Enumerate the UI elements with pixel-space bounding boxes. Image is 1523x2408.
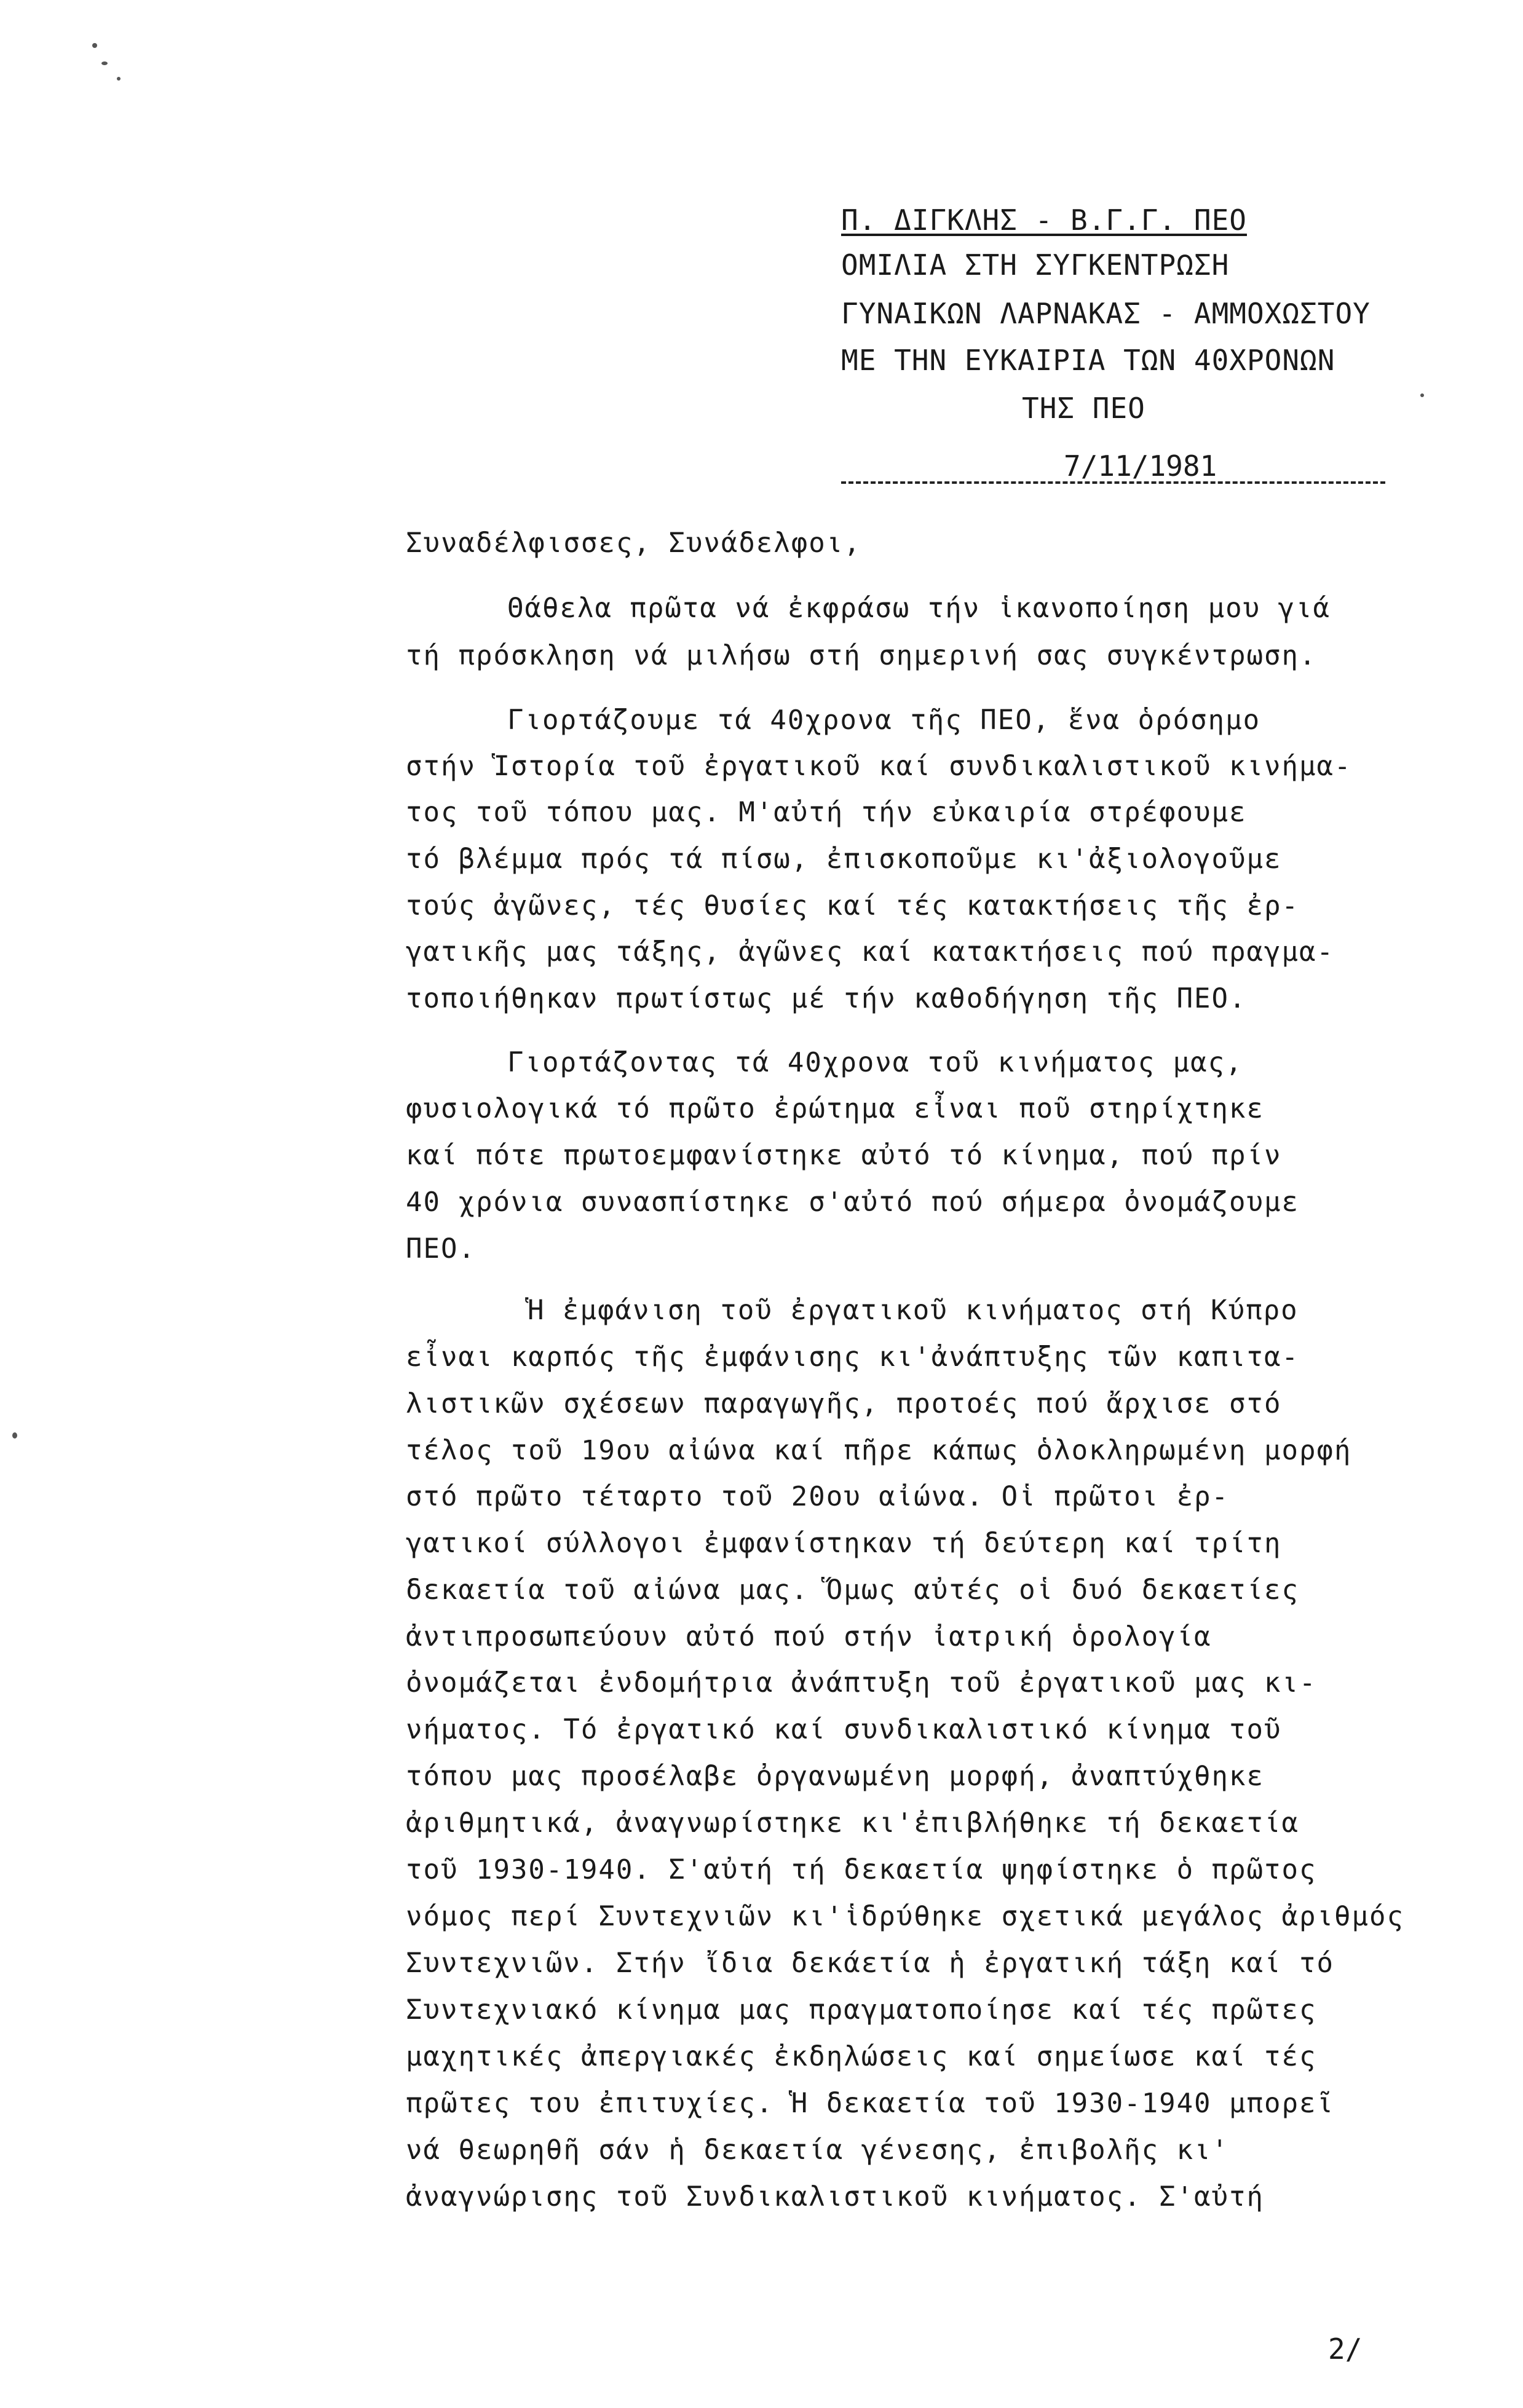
header-author: Π. ΔΙΓΚΛΗΣ - Β.Γ.Γ. ΠΕΟ [841,203,1247,237]
text-line: τόπου μας προσέλαβε ὀργανωμένη μορφή, ἀναπτύχθηκε [406,1761,1265,1792]
text-line: πρῶτες του ἐπιτυχίες. Ἡ δεκαετία τοῦ 1930-1940 μπορεῖ [406,2088,1334,2119]
header-line-1: ΟΜΙΛΙΑ ΣΤΗ ΣΥΓΚΕΝΤΡΩΣΗ [841,248,1230,282]
text-line: τούς ἀγῶνες, τές θυσίες καί τές κατακτήσεις τῆς ἐρ- [406,890,1300,922]
scan-speck [12,1432,17,1439]
text-line: ἀντιπροσωπεύουν αὐτό πού στήν ἰατρική ὁρολογία [406,1621,1212,1652]
text-line: τος τοῦ τόπου μας. Μ'αὐτή τήν εὐκαιρία στρέφουμε [406,797,1247,828]
text-line: Γιορτάζουμε τά 40χρονα τῆς ΠΕΟ, ἕνα ὁρόσημο [507,705,1261,736]
text-line: γατικοί σύλλογοι ἐμφανίστηκαν τή δεύτερη καί τρίτη [406,1528,1282,1559]
text-line: στήν Ἱστορία τοῦ ἐργατικοῦ καί συνδικαλιστικοῦ κινήμα- [406,751,1352,782]
text-line: 40 χρόνια συνασπίστηκε σ'αὐτό πού σήμερα ὀνομάζουμε [406,1186,1300,1218]
text-line: φυσιολογικά τό πρῶτο ἐρώτημα εἶναι ποῦ στηρίχτηκε [406,1093,1265,1124]
header-line-3: ΜΕ ΤΗΝ ΕΥΚΑΙΡΙΑ ΤΩΝ 40ΧΡΟΝΩΝ [841,344,1335,377]
text-line: μαχητικές ἀπεργιακές ἐκδηλώσεις καί σημείωσε καί τές [406,2041,1317,2072]
text-line: δεκαετία τοῦ αἰώνα μας. Ὅμως αὐτές οἱ δυό δεκαετίες [406,1574,1300,1606]
scan-speck [1420,393,1424,397]
text-line: στό πρῶτο τέταρτο τοῦ 20ου αἰώνα. Οἱ πρῶτοι ἐρ- [406,1481,1230,1512]
text-line: ὀνομάζεται ἐνδομήτρια ἀνάπτυξη τοῦ ἐργατικοῦ μας κι- [406,1667,1317,1699]
scan-speck [117,77,121,81]
text-line: καί πότε πρωτοεμφανίστηκε αὐτό τό κίνημα, πού πρίν [406,1140,1282,1171]
text-line: Συντεχνιῶν. Στήν ἴδια δεκάετία ἡ ἐργατική τάξη καί τό [406,1948,1334,1979]
scan-speck [92,43,97,48]
text-line: εἶναι καρπός τῆς ἐμφάνισης κι'ἀνάπτυξης τῶν καπιτα- [406,1341,1300,1373]
text-line: Ἡ ἐμφάνιση τοῦ ἐργατικοῦ κινήματος στή Κύπρο [528,1295,1299,1326]
header-date: 7/11/1981 [1064,449,1217,483]
text-line: Θάθελα πρῶτα νά ἐκφράσω τήν ἱκανοποίηση μου γιά [507,593,1331,624]
text-line: ἀριθμητικά, ἀναγνωρίστηκε κι'ἐπιβλήθηκε τή δεκαετία [406,1807,1300,1839]
text-line: τοποιήθηκαν πρωτίστως μέ τήν καθοδήγηση τῆς ΠΕΟ. [406,983,1247,1014]
text-line: τοῦ 1930-1940. Σ'αὐτή τή δεκαετία ψηφίστηκε ὁ πρῶτος [406,1854,1317,1885]
text-line: ἀναγνώρισης τοῦ Συνδικαλιστικοῦ κινήματος. Σ'αὐτή [406,2181,1265,2213]
text-line: λιστικῶν σχέσεων παραγωγῆς, προτοές πού ἄρχισε στό [406,1388,1282,1419]
text-line: τή πρόσκληση νά μιλήσω στή σημερινή σας συγκέντρωση. [406,640,1317,671]
scan-speck [101,61,108,65]
text-line: νήματος. Τό ἐργατικό καί συνδικαλιστικό κίνημα τοῦ [406,1714,1282,1745]
text-line: γατικῆς μας τάξης, ἀγῶνες καί κατακτήσεις πού πραγμα- [406,936,1334,968]
header-line-4: ΤΗΣ ΠΕΟ [1022,392,1145,425]
text-line: Συντεχνιακό κίνημα μας πραγματοποίησε καί τές πρῶτες [406,1994,1317,2026]
text-line: ΠΕΟ. [406,1233,476,1265]
text-line: νά θεωρηθῆ σάν ἡ δεκαετία γένεσης, ἐπιβολῆς κι' [406,2134,1230,2166]
text-line: Γιορτάζοντας τά 40χρονα τοῦ κινήματος μας, [507,1047,1243,1078]
text-line: τό βλέμμα πρός τά πίσω, ἐπισκοποῦμε κι'ἀξιολογοῦμε [406,843,1282,875]
text-line: νόμος περί Συντεχνιῶν κι'ἱδρύθηκε σχετικά μεγάλος ἀριθμός [406,1901,1404,1932]
page-number: 2/ [1328,2332,1363,2366]
date-dashed-line [841,481,1385,484]
text-line: τέλος τοῦ 19ου αἰώνα καί πῆρε κάπως ὁλοκληρωμένη μορφή [406,1435,1352,1466]
salutation: Συναδέλφισσες, Συνάδελφοι, [406,527,861,559]
header-line-2: ΓΥΝΑΙΚΩΝ ΛΑΡΝΑΚΑΣ - ΑΜΜΟΧΩΣΤΟΥ [841,297,1371,330]
